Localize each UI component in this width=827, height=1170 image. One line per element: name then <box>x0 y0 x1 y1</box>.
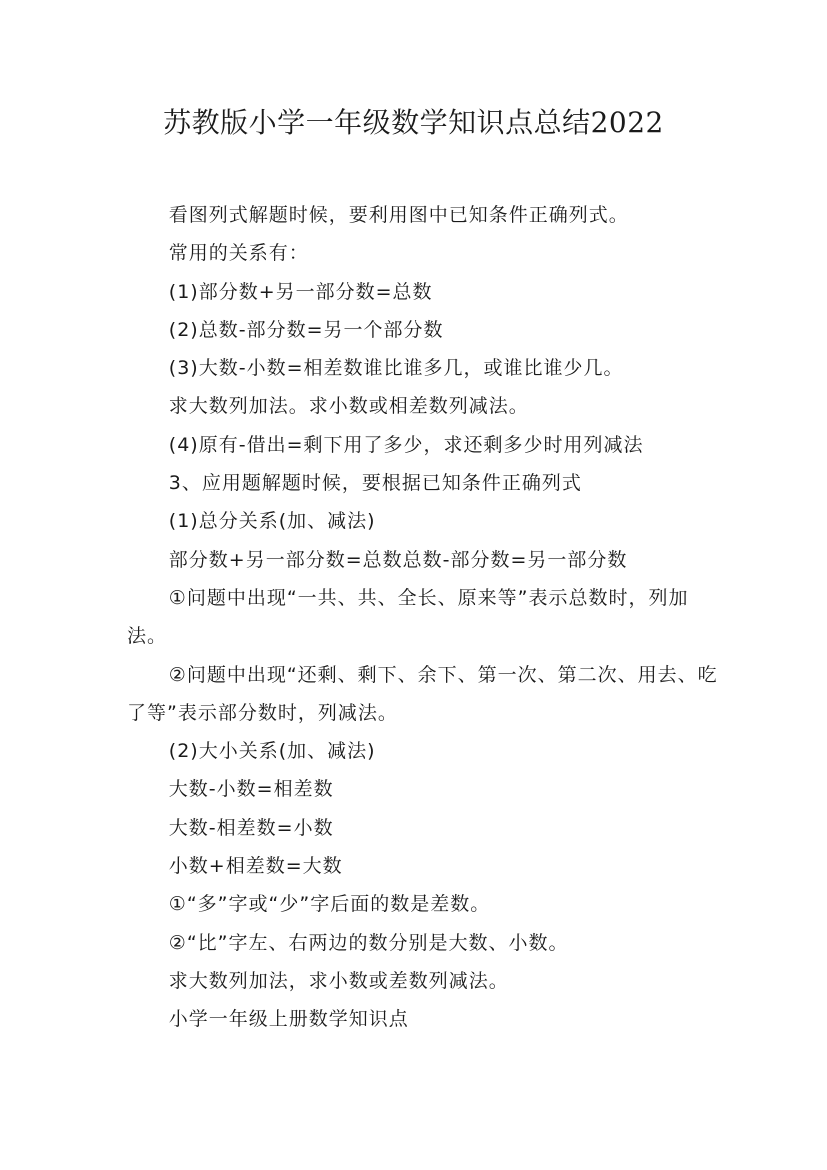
paragraph: 看图列式解题时候，要利用图中已知条件正确列式。 <box>168 204 629 226</box>
paragraph: 小数+相差数=大数 <box>168 855 343 878</box>
paragraph: (1)总分关系(加、减法) <box>168 510 376 533</box>
paragraph: (4)原有-借出=剩下用了多少，求还剩多少时用列减法 <box>168 433 644 456</box>
paragraph: ①“多”字或“少”字后面的数是差数。 <box>168 893 491 916</box>
paragraph: ①问题中出现“一共、共、全长、原来等”表示总数时，列加法。 <box>127 586 689 648</box>
paragraph: (2)总数-部分数=另一个部分数 <box>168 318 444 341</box>
paragraph: 大数-相差数=小数 <box>168 816 334 839</box>
paragraph: (2)大小关系(加、减法) <box>168 740 376 763</box>
document-body <box>127 196 727 1039</box>
paragraph: 常用的关系有： <box>168 242 309 265</box>
paragraph: 部分数+另一部分数=总数总数-部分数=另一部分数 <box>168 548 628 571</box>
paragraph: (3)大数-小数=相差数谁比谁多几，或谁比谁少几。 <box>168 357 624 380</box>
paragraph: 小学一年级上册数学知识点 <box>168 1008 409 1031</box>
paragraph: 大数-小数=相差数 <box>168 778 334 801</box>
paragraph: 3、应用题解题时候，要根据已知条件正确列式 <box>168 472 582 495</box>
paragraph: 求大数列加法，求小数或差数列减法。 <box>168 969 509 992</box>
paragraph: ②“比”字左、右两边的数分别是大数、小数。 <box>168 931 569 954</box>
paragraph: (1)部分数+另一部分数=总数 <box>168 280 433 303</box>
paragraph: 求大数列加法。求小数或相差数列减法。 <box>168 395 529 418</box>
document-title: 苏教版小学一年级数学知识点总结2022 <box>163 106 664 139</box>
paragraph: ②问题中出现“还剩、剩下、余下、第一次、第二次、用去、吃了等”表示部分数时，列减法。 <box>127 663 718 724</box>
